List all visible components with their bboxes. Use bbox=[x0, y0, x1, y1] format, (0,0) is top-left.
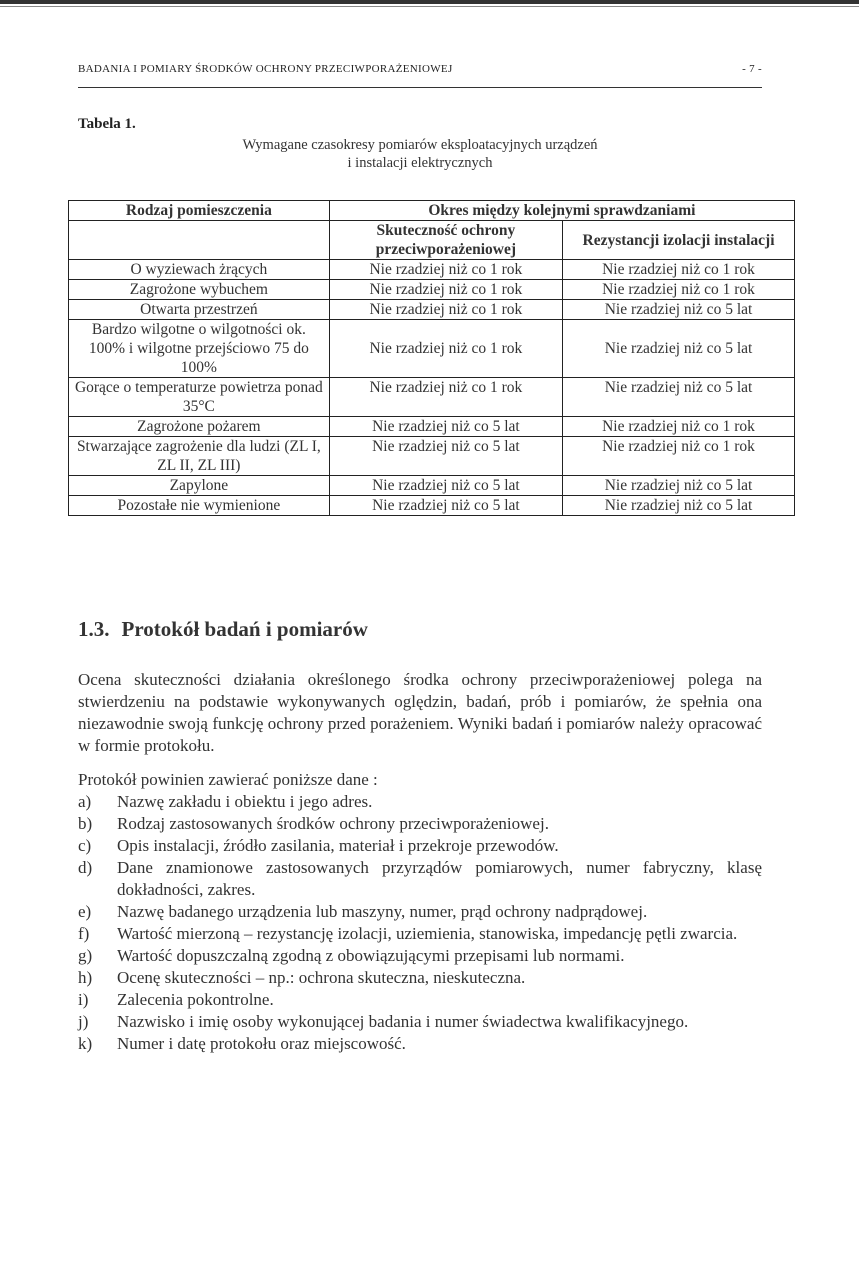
table-cell-insulation: Nie rzadziej niż co 1 rok bbox=[563, 280, 795, 300]
table-cell-room: Zagrożone pożarem bbox=[69, 417, 330, 437]
requirements-table bbox=[68, 200, 795, 516]
table-row bbox=[69, 300, 795, 320]
header-protection: Skuteczność ochrony przeciwporażeniowej bbox=[329, 221, 562, 260]
list-item-text: Ocenę skuteczności – np.: ochrona skuteczna, nieskuteczna. bbox=[117, 968, 526, 987]
top-border-thin bbox=[0, 6, 859, 7]
table-cell-room: Gorące o temperaturze powietrza ponad 35°C bbox=[69, 378, 330, 417]
list-item-marker: b) bbox=[78, 814, 93, 833]
table-cell-room: Bardzo wilgotne o wilgotności ok. 100% i wilgotne przejściowo 75 do 100% bbox=[69, 320, 330, 378]
table-cell-room: Zagrożone wybuchem bbox=[69, 280, 330, 300]
table-cell-insulation: Nie rzadziej niż co 5 lat bbox=[563, 496, 795, 516]
list-item-marker: c) bbox=[78, 836, 92, 855]
table-row bbox=[69, 320, 795, 378]
list-item bbox=[78, 791, 762, 813]
table-cell-room: O wyziewach żrących bbox=[69, 260, 330, 280]
section-heading bbox=[78, 617, 368, 642]
table-cell-protection: Nie rzadziej niż co 5 lat bbox=[329, 437, 562, 476]
list-item bbox=[78, 813, 762, 835]
table-cell-protection: Nie rzadziej niż co 1 rok bbox=[329, 300, 562, 320]
table-row bbox=[69, 260, 795, 280]
table-row bbox=[69, 280, 795, 300]
list-item-marker: e) bbox=[78, 902, 92, 921]
list-item bbox=[78, 901, 762, 923]
table-cell-insulation: Nie rzadziej niż co 1 rok bbox=[563, 260, 795, 280]
list-item-text: Dane znamionowe zastosowanych przyrządów pomiarowych, numer fabryczny, klasę dokładności, zakres. bbox=[117, 858, 762, 899]
page-number: - 7 - bbox=[742, 63, 762, 75]
table-caption-line2: i instalacji elektrycznych bbox=[347, 155, 493, 171]
table-cell-room: Otwarta przestrzeń bbox=[69, 300, 330, 320]
table-cell-insulation: Nie rzadziej niż co 5 lat bbox=[563, 320, 795, 378]
table-cell-protection: Nie rzadziej niż co 1 rok bbox=[329, 280, 562, 300]
table-cell-insulation: Nie rzadziej niż co 1 rok bbox=[563, 437, 795, 476]
list-item-marker: i) bbox=[78, 990, 89, 1009]
table-row bbox=[69, 417, 795, 437]
list-item-marker: k) bbox=[78, 1034, 93, 1053]
list-item-text: Opis instalacji, źródło zasilania, materiał i przekroje przewodów. bbox=[117, 836, 559, 855]
header-room-type: Rodzaj pomieszczenia bbox=[69, 201, 330, 221]
table-cell-protection: Nie rzadziej niż co 5 lat bbox=[329, 476, 562, 496]
header-insulation: Rezystancji izolacji instalacji bbox=[563, 221, 795, 260]
table-cell-protection: Nie rzadziej niż co 5 lat bbox=[329, 496, 562, 516]
intro-list-lead: Protokół powinien zawierać poniższe dane : bbox=[78, 770, 378, 789]
table-row bbox=[69, 437, 795, 476]
table-cell-protection: Nie rzadziej niż co 5 lat bbox=[329, 417, 562, 437]
list-item-text: Nazwę badanego urządzenia lub maszyny, numer, prąd ochrony nadprądowej. bbox=[117, 902, 648, 921]
table-cell-insulation: Nie rzadziej niż co 1 rok bbox=[563, 417, 795, 437]
list-item bbox=[78, 945, 762, 967]
table-row bbox=[69, 378, 795, 417]
header-divider bbox=[78, 87, 762, 88]
list-item-marker: g) bbox=[78, 946, 93, 965]
table-row bbox=[69, 496, 795, 516]
table-caption bbox=[78, 136, 762, 172]
section-number: 1.3. bbox=[78, 617, 110, 641]
list-item-text: Nazwisko i imię osoby wykonującej badania i numer świadectwa kwalifikacyjnego. bbox=[117, 1012, 689, 1031]
table-row bbox=[69, 476, 795, 496]
list-item bbox=[78, 835, 762, 857]
list-item-text: Numer i datę protokołu oraz miejscowość. bbox=[117, 1034, 406, 1053]
header-title: BADANIA I POMIARY ŚRODKÓW OCHRONY PRZECIWPORAŻENIOWEJ bbox=[78, 63, 453, 75]
table-label: Tabela 1. bbox=[78, 116, 136, 132]
list-item bbox=[78, 857, 762, 901]
requirements-list bbox=[78, 791, 762, 1055]
top-border bbox=[0, 0, 859, 4]
table-caption-line1: Wymagane czasokresy pomiarów eksploatacyjnych urządzeń bbox=[242, 137, 598, 153]
table-cell-protection: Nie rzadziej niż co 1 rok bbox=[329, 378, 562, 417]
table-cell-insulation: Nie rzadziej niż co 5 lat bbox=[563, 378, 795, 417]
list-item-text: Nazwę zakładu i obiektu i jego adres. bbox=[117, 792, 373, 811]
list-item-marker: a) bbox=[78, 792, 92, 811]
list-item bbox=[78, 1033, 762, 1055]
header-interval: Okres między kolejnymi sprawdzaniami bbox=[329, 201, 794, 221]
list-item-marker: h) bbox=[78, 968, 93, 987]
list-item bbox=[78, 1011, 762, 1033]
table-cell-room: Pozostałe nie wymienione bbox=[69, 496, 330, 516]
list-item-marker: j) bbox=[78, 1012, 89, 1031]
list-item-marker: f) bbox=[78, 924, 90, 943]
list-item-text: Wartość dopuszczalną zgodną z obowiązującymi przepisami lub normami. bbox=[117, 946, 625, 965]
list-item-text: Wartość mierzoną – rezystancję izolacji, uziemienia, stanowiska, impedancję pętli zwarcia. bbox=[117, 924, 738, 943]
intro-paragraph: Ocena skuteczności działania określonego środka ochrony przeciwporażeniowej polega na stwierdzeniu na podstawie wykonywanych oględzin, badań, prób i pomiarów, że spełnia ona niezawodnie swoją funkcję ochrony przed porażeniem. Wyniki badań i pomiarów należy opracować w formie protokołu. bbox=[78, 670, 762, 755]
section-title: Protokół badań i pomiarów bbox=[121, 617, 368, 641]
list-item-marker: d) bbox=[78, 858, 93, 877]
table-cell-protection: Nie rzadziej niż co 1 rok bbox=[329, 320, 562, 378]
header-empty bbox=[69, 221, 330, 260]
list-item bbox=[78, 923, 762, 945]
table-cell-room: Stwarzające zagrożenie dla ludzi (ZL I, ZL II, ZL III) bbox=[69, 437, 330, 476]
table-cell-insulation: Nie rzadziej niż co 5 lat bbox=[563, 476, 795, 496]
list-item bbox=[78, 967, 762, 989]
list-item bbox=[78, 989, 762, 1011]
table-cell-room: Zapylone bbox=[69, 476, 330, 496]
table-body bbox=[69, 260, 795, 516]
list-item-text: Rodzaj zastosowanych środków ochrony przeciwporażeniowej. bbox=[117, 814, 549, 833]
list-item-text: Zalecenia pokontrolne. bbox=[117, 990, 274, 1009]
table-cell-insulation: Nie rzadziej niż co 5 lat bbox=[563, 300, 795, 320]
table-cell-protection: Nie rzadziej niż co 1 rok bbox=[329, 260, 562, 280]
